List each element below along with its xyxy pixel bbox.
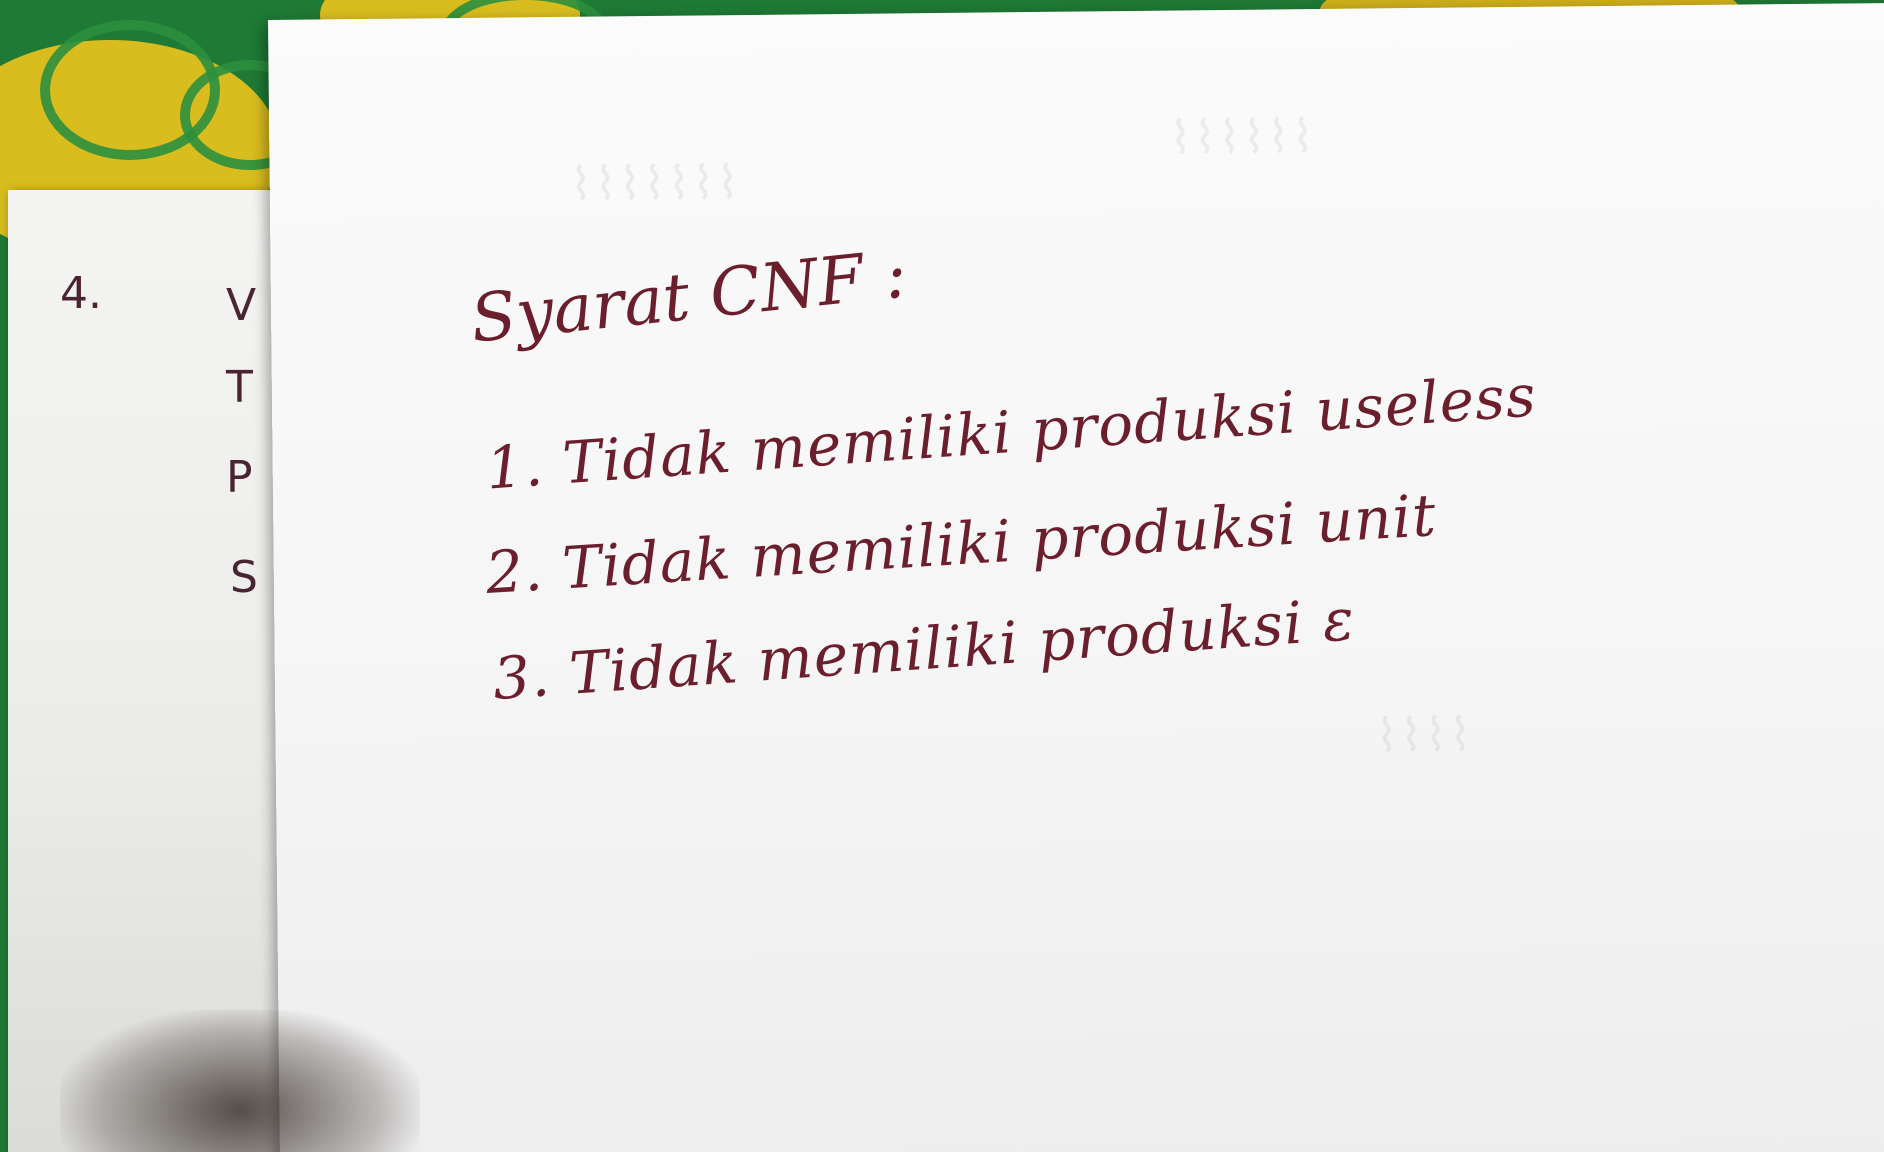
bleed-through-marks: ⌇⌇⌇⌇⌇⌇⌇ (569, 155, 742, 211)
bleed-through-marks: ⌇⌇⌇⌇⌇⌇ (1168, 109, 1317, 165)
margin-letter-p: P (226, 452, 253, 503)
cnf-rule-1: 1. Tidak memiliki produksi useless (483, 361, 1539, 503)
cnf-rule-2: 2. Tidak memiliki produksi unit (483, 481, 1439, 607)
cnf-rule-3: 3. Tidak memiliki produksi ε (490, 584, 1358, 714)
cnf-heading: Syarat CNF : (467, 235, 911, 358)
margin-letter-v: V (226, 280, 257, 331)
margin-letter-s: S (230, 552, 258, 603)
hand-shadow (60, 1010, 420, 1152)
margin-letter-t: T (226, 362, 253, 413)
bleed-through-marks: ⌇⌇⌇⌇ (1375, 707, 1474, 763)
question-number: 4. (60, 268, 102, 319)
